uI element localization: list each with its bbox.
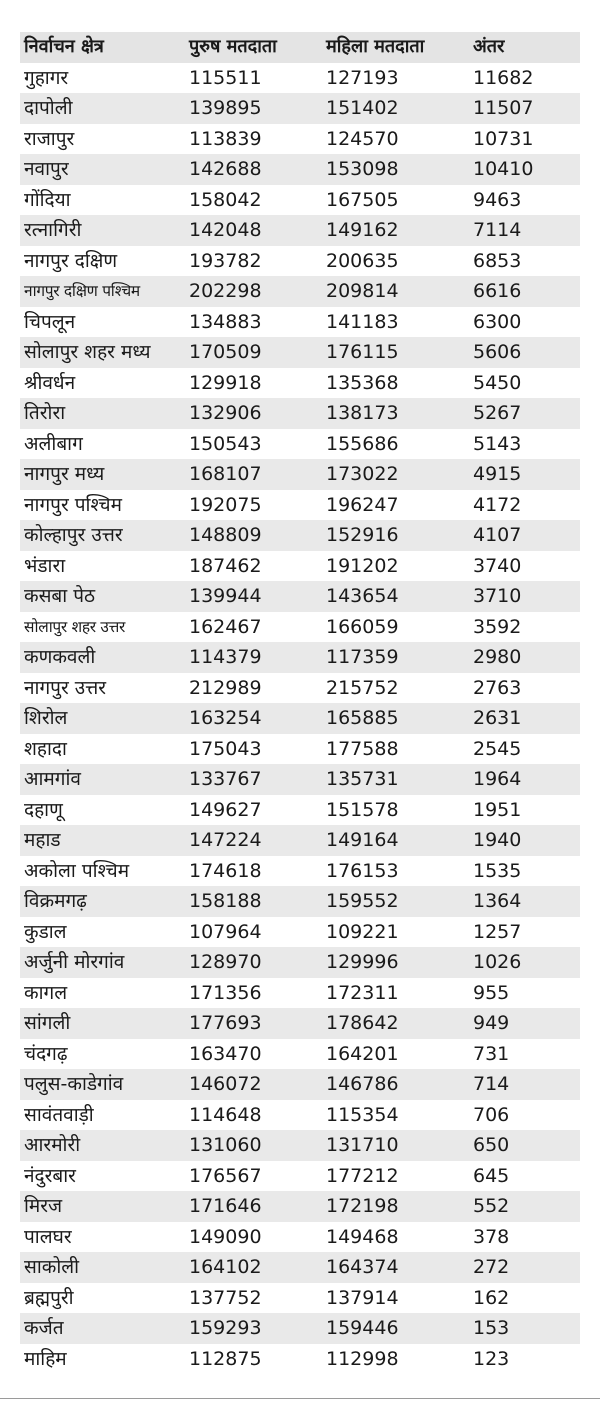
difference-cell: 645 xyxy=(473,1164,510,1187)
constituency-cell: आरमोरी xyxy=(24,1134,81,1157)
table-row xyxy=(20,612,580,643)
difference-cell: 2545 xyxy=(473,737,522,760)
table-row xyxy=(20,795,580,826)
difference-cell: 4172 xyxy=(473,493,522,516)
difference-cell: 4915 xyxy=(473,463,522,486)
difference-cell: 153 xyxy=(473,1317,510,1340)
male-voters-cell: 139944 xyxy=(189,585,262,608)
male-voters-cell: 147224 xyxy=(189,829,262,852)
table-row xyxy=(20,1313,580,1344)
constituency-cell: शिरोल xyxy=(24,707,68,730)
male-voters-cell: 149090 xyxy=(189,1225,262,1248)
female-voters-cell: 141183 xyxy=(326,310,399,333)
constituency-cell: तिरोरा xyxy=(24,402,66,425)
male-voters-cell: 168107 xyxy=(189,463,262,486)
female-voters-cell: 159446 xyxy=(326,1317,399,1340)
constituency-cell: पलुस-काडेगांव xyxy=(24,1073,124,1096)
male-voters-cell: 170509 xyxy=(189,341,262,364)
male-voters-cell: 150543 xyxy=(189,432,262,455)
difference-cell: 7114 xyxy=(473,219,522,242)
table-row xyxy=(20,734,580,765)
male-voters-cell: 142048 xyxy=(189,219,262,242)
female-voters-cell: 149164 xyxy=(326,829,399,852)
male-voters-cell: 158042 xyxy=(189,188,262,211)
male-voters-cell: 142688 xyxy=(189,158,262,181)
table-row xyxy=(20,307,580,338)
male-voters-cell: 164102 xyxy=(189,1256,262,1279)
table-row xyxy=(20,398,580,429)
constituency-cell: रत्नागिरी xyxy=(24,219,82,242)
female-voters-cell: 165885 xyxy=(326,707,399,730)
difference-cell: 1535 xyxy=(473,859,522,882)
difference-cell: 706 xyxy=(473,1103,510,1126)
constituency-cell: आमगांव xyxy=(24,768,81,791)
table-row xyxy=(20,490,580,521)
female-voters-cell: 124570 xyxy=(326,127,399,150)
constituency-cell: नागपुर उत्तर xyxy=(24,676,107,699)
male-voters-cell: 133767 xyxy=(189,768,262,791)
constituency-cell: दापोली xyxy=(24,97,73,120)
male-voters-cell: 177693 xyxy=(189,1012,262,1035)
female-voters-cell: 131710 xyxy=(326,1134,399,1157)
male-voters-cell: 149627 xyxy=(189,798,262,821)
difference-cell: 650 xyxy=(473,1134,510,1157)
constituency-cell: मिरज xyxy=(24,1195,63,1218)
difference-cell: 1257 xyxy=(473,920,522,943)
constituency-cell: दहाणू xyxy=(24,798,63,821)
constituency-cell: कागल xyxy=(24,981,68,1004)
female-voters-cell: 164374 xyxy=(326,1256,399,1279)
male-voters-cell: 107964 xyxy=(189,920,262,943)
table-row xyxy=(20,703,580,734)
table-row xyxy=(20,978,580,1009)
constituency-cell: नंदुरबार xyxy=(24,1164,76,1187)
constituency-cell: नागपुर पश्चिम xyxy=(24,493,122,516)
table-row xyxy=(20,825,580,856)
male-voters-cell: 129918 xyxy=(189,371,262,394)
difference-cell: 6300 xyxy=(473,310,522,333)
female-voters-cell: 167505 xyxy=(326,188,399,211)
male-voters-cell: 113839 xyxy=(189,127,262,150)
header-difference: अंतर xyxy=(473,36,505,58)
male-voters-cell: 114648 xyxy=(189,1103,262,1126)
difference-cell: 3592 xyxy=(473,615,522,638)
constituency-cell: कर्जत xyxy=(24,1317,64,1340)
constituency-cell: नागपुर दक्षिण पश्चिम xyxy=(24,282,140,301)
male-voters-cell: 187462 xyxy=(189,554,262,577)
male-voters-cell: 176567 xyxy=(189,1164,262,1187)
table-row xyxy=(20,1161,580,1192)
male-voters-cell: 148809 xyxy=(189,524,262,547)
difference-cell: 5143 xyxy=(473,432,522,455)
female-voters-cell: 178642 xyxy=(326,1012,399,1035)
constituency-cell: गुहागर xyxy=(24,66,69,89)
female-voters-cell: 151402 xyxy=(326,97,399,120)
constituency-cell: भंडारा xyxy=(24,554,66,577)
table-row xyxy=(20,63,580,94)
table-row xyxy=(20,673,580,704)
male-voters-cell: 163254 xyxy=(189,707,262,730)
male-voters-cell: 174618 xyxy=(189,859,262,882)
constituency-cell: कोल्हापुर उत्तर xyxy=(24,524,123,547)
table-row xyxy=(20,1222,580,1253)
table-row xyxy=(20,368,580,399)
female-voters-cell: 159552 xyxy=(326,890,399,913)
constituency-cell: ब्रह्मपुरी xyxy=(24,1286,74,1309)
constituency-cell: माहिम xyxy=(24,1347,67,1370)
female-voters-cell: 200635 xyxy=(326,249,399,272)
male-voters-cell: 171646 xyxy=(189,1195,262,1218)
female-voters-cell: 151578 xyxy=(326,798,399,821)
difference-cell: 949 xyxy=(473,1012,510,1035)
difference-cell: 5450 xyxy=(473,371,522,394)
difference-cell: 6853 xyxy=(473,249,522,272)
constituency-cell: साकोली xyxy=(24,1256,80,1279)
table-row xyxy=(20,1252,580,1283)
female-voters-cell: 209814 xyxy=(326,280,399,303)
difference-cell: 4107 xyxy=(473,524,522,547)
table-row xyxy=(20,1039,580,1070)
header-constituency: निर्वाचन क्षेत्र xyxy=(24,36,104,58)
female-voters-cell: 152916 xyxy=(326,524,399,547)
difference-cell: 1951 xyxy=(473,798,522,821)
table-row xyxy=(20,1283,580,1314)
table-row xyxy=(20,185,580,216)
difference-cell: 1026 xyxy=(473,951,522,974)
table-row xyxy=(20,215,580,246)
table-row xyxy=(20,93,580,124)
table-row xyxy=(20,917,580,948)
table-row xyxy=(20,947,580,978)
female-voters-cell: 127193 xyxy=(326,66,399,89)
female-voters-cell: 149162 xyxy=(326,219,399,242)
constituency-cell: सोलापुर शहर उत्तर xyxy=(24,617,126,636)
male-voters-cell: 128970 xyxy=(189,951,262,974)
table-row xyxy=(20,551,580,582)
difference-cell: 11682 xyxy=(473,66,534,89)
male-voters-cell: 192075 xyxy=(189,493,262,516)
difference-cell: 955 xyxy=(473,981,510,1004)
female-voters-cell: 172198 xyxy=(326,1195,399,1218)
female-voters-cell: 146786 xyxy=(326,1073,399,1096)
female-voters-cell: 176153 xyxy=(326,859,399,882)
voter-table xyxy=(20,32,580,1374)
female-voters-cell: 137914 xyxy=(326,1286,399,1309)
female-voters-cell: 135731 xyxy=(326,768,399,791)
constituency-cell: अकोला पश्चिम xyxy=(24,859,130,882)
female-voters-cell: 177212 xyxy=(326,1164,399,1187)
table-header-row xyxy=(20,32,580,63)
table-row xyxy=(20,246,580,277)
difference-cell: 2631 xyxy=(473,707,522,730)
constituency-cell: नवापुर xyxy=(24,158,69,181)
male-voters-cell: 159293 xyxy=(189,1317,262,1340)
constituency-cell: सोलापुर शहर मध्य xyxy=(24,341,151,364)
constituency-cell: अलीबाग xyxy=(24,432,83,455)
difference-cell: 123 xyxy=(473,1347,510,1370)
female-voters-cell: 112998 xyxy=(326,1347,399,1370)
constituency-cell: कणकवली xyxy=(24,646,96,669)
female-voters-cell: 164201 xyxy=(326,1042,399,1065)
table-row xyxy=(20,276,580,307)
male-voters-cell: 137752 xyxy=(189,1286,262,1309)
constituency-cell: विक्रमगढ़ xyxy=(24,890,87,913)
difference-cell: 731 xyxy=(473,1042,510,1065)
constituency-cell: श्रीवर्धन xyxy=(24,371,76,394)
table-row xyxy=(20,337,580,368)
table-row xyxy=(20,856,580,887)
difference-cell: 2980 xyxy=(473,646,522,669)
male-voters-cell: 112875 xyxy=(189,1347,262,1370)
difference-cell: 552 xyxy=(473,1195,510,1218)
difference-cell: 9463 xyxy=(473,188,522,211)
constituency-cell: नागपुर मध्य xyxy=(24,463,105,486)
female-voters-cell: 196247 xyxy=(326,493,399,516)
male-voters-cell: 202298 xyxy=(189,280,262,303)
table-row xyxy=(20,1191,580,1222)
header-male-voters: पुरुष मतदाता xyxy=(189,36,277,58)
male-voters-cell: 131060 xyxy=(189,1134,262,1157)
table-row xyxy=(20,520,580,551)
female-voters-cell: 155686 xyxy=(326,432,399,455)
table-row xyxy=(20,1069,580,1100)
female-voters-cell: 215752 xyxy=(326,676,399,699)
constituency-cell: शहादा xyxy=(24,737,67,760)
difference-cell: 1940 xyxy=(473,829,522,852)
table-row xyxy=(20,642,580,673)
difference-cell: 378 xyxy=(473,1225,510,1248)
constituency-cell: गोंदिया xyxy=(24,188,71,211)
difference-cell: 6616 xyxy=(473,280,522,303)
difference-cell: 11507 xyxy=(473,97,534,120)
male-voters-cell: 158188 xyxy=(189,890,262,913)
female-voters-cell: 149468 xyxy=(326,1225,399,1248)
female-voters-cell: 129996 xyxy=(326,951,399,974)
difference-cell: 10731 xyxy=(473,127,534,150)
female-voters-cell: 115354 xyxy=(326,1103,399,1126)
female-voters-cell: 143654 xyxy=(326,585,399,608)
female-voters-cell: 166059 xyxy=(326,615,399,638)
female-voters-cell: 138173 xyxy=(326,402,399,425)
table-row xyxy=(20,1008,580,1039)
table-row xyxy=(20,764,580,795)
difference-cell: 2763 xyxy=(473,676,522,699)
female-voters-cell: 117359 xyxy=(326,646,399,669)
male-voters-cell: 139895 xyxy=(189,97,262,120)
male-voters-cell: 115511 xyxy=(189,66,262,89)
bottom-divider xyxy=(0,1398,600,1399)
male-voters-cell: 193782 xyxy=(189,249,262,272)
table-row xyxy=(20,1100,580,1131)
constituency-cell: चंदगढ़ xyxy=(24,1042,68,1065)
constituency-cell: कसबा पेठ xyxy=(24,585,96,608)
constituency-cell: राजापुर xyxy=(24,127,75,150)
female-voters-cell: 153098 xyxy=(326,158,399,181)
female-voters-cell: 191202 xyxy=(326,554,399,577)
constituency-cell: अर्जुनी मोरगांव xyxy=(24,951,125,974)
difference-cell: 5606 xyxy=(473,341,522,364)
male-voters-cell: 171356 xyxy=(189,981,262,1004)
male-voters-cell: 114379 xyxy=(189,646,262,669)
constituency-cell: चिपलून xyxy=(24,310,76,333)
difference-cell: 1964 xyxy=(473,768,522,791)
female-voters-cell: 173022 xyxy=(326,463,399,486)
difference-cell: 1364 xyxy=(473,890,522,913)
male-voters-cell: 134883 xyxy=(189,310,262,333)
difference-cell: 714 xyxy=(473,1073,510,1096)
table-row xyxy=(20,459,580,490)
header-female-voters: महिला मतदाता xyxy=(326,36,425,58)
constituency-cell: नागपुर दक्षिण xyxy=(24,249,118,272)
constituency-cell: महाड xyxy=(24,829,61,852)
constituency-cell: कुडाल xyxy=(24,920,67,943)
difference-cell: 272 xyxy=(473,1256,510,1279)
table-row xyxy=(20,124,580,155)
difference-cell: 3710 xyxy=(473,585,522,608)
table-row xyxy=(20,154,580,185)
male-voters-cell: 162467 xyxy=(189,615,262,638)
difference-cell: 162 xyxy=(473,1286,510,1309)
female-voters-cell: 176115 xyxy=(326,341,399,364)
male-voters-cell: 175043 xyxy=(189,737,262,760)
female-voters-cell: 109221 xyxy=(326,920,399,943)
female-voters-cell: 172311 xyxy=(326,981,399,1004)
difference-cell: 5267 xyxy=(473,402,522,425)
constituency-cell: पालघर xyxy=(24,1225,72,1248)
male-voters-cell: 146072 xyxy=(189,1073,262,1096)
female-voters-cell: 177588 xyxy=(326,737,399,760)
male-voters-cell: 212989 xyxy=(189,676,262,699)
constituency-cell: सावंतवाड़ी xyxy=(24,1103,94,1126)
male-voters-cell: 163470 xyxy=(189,1042,262,1065)
female-voters-cell: 135368 xyxy=(326,371,399,394)
table-row xyxy=(20,1130,580,1161)
table-row xyxy=(20,581,580,612)
constituency-cell: सांगली xyxy=(24,1012,71,1035)
table-row xyxy=(20,1344,580,1375)
table-row xyxy=(20,429,580,460)
male-voters-cell: 132906 xyxy=(189,402,262,425)
table-row xyxy=(20,886,580,917)
difference-cell: 3740 xyxy=(473,554,522,577)
difference-cell: 10410 xyxy=(473,158,534,181)
